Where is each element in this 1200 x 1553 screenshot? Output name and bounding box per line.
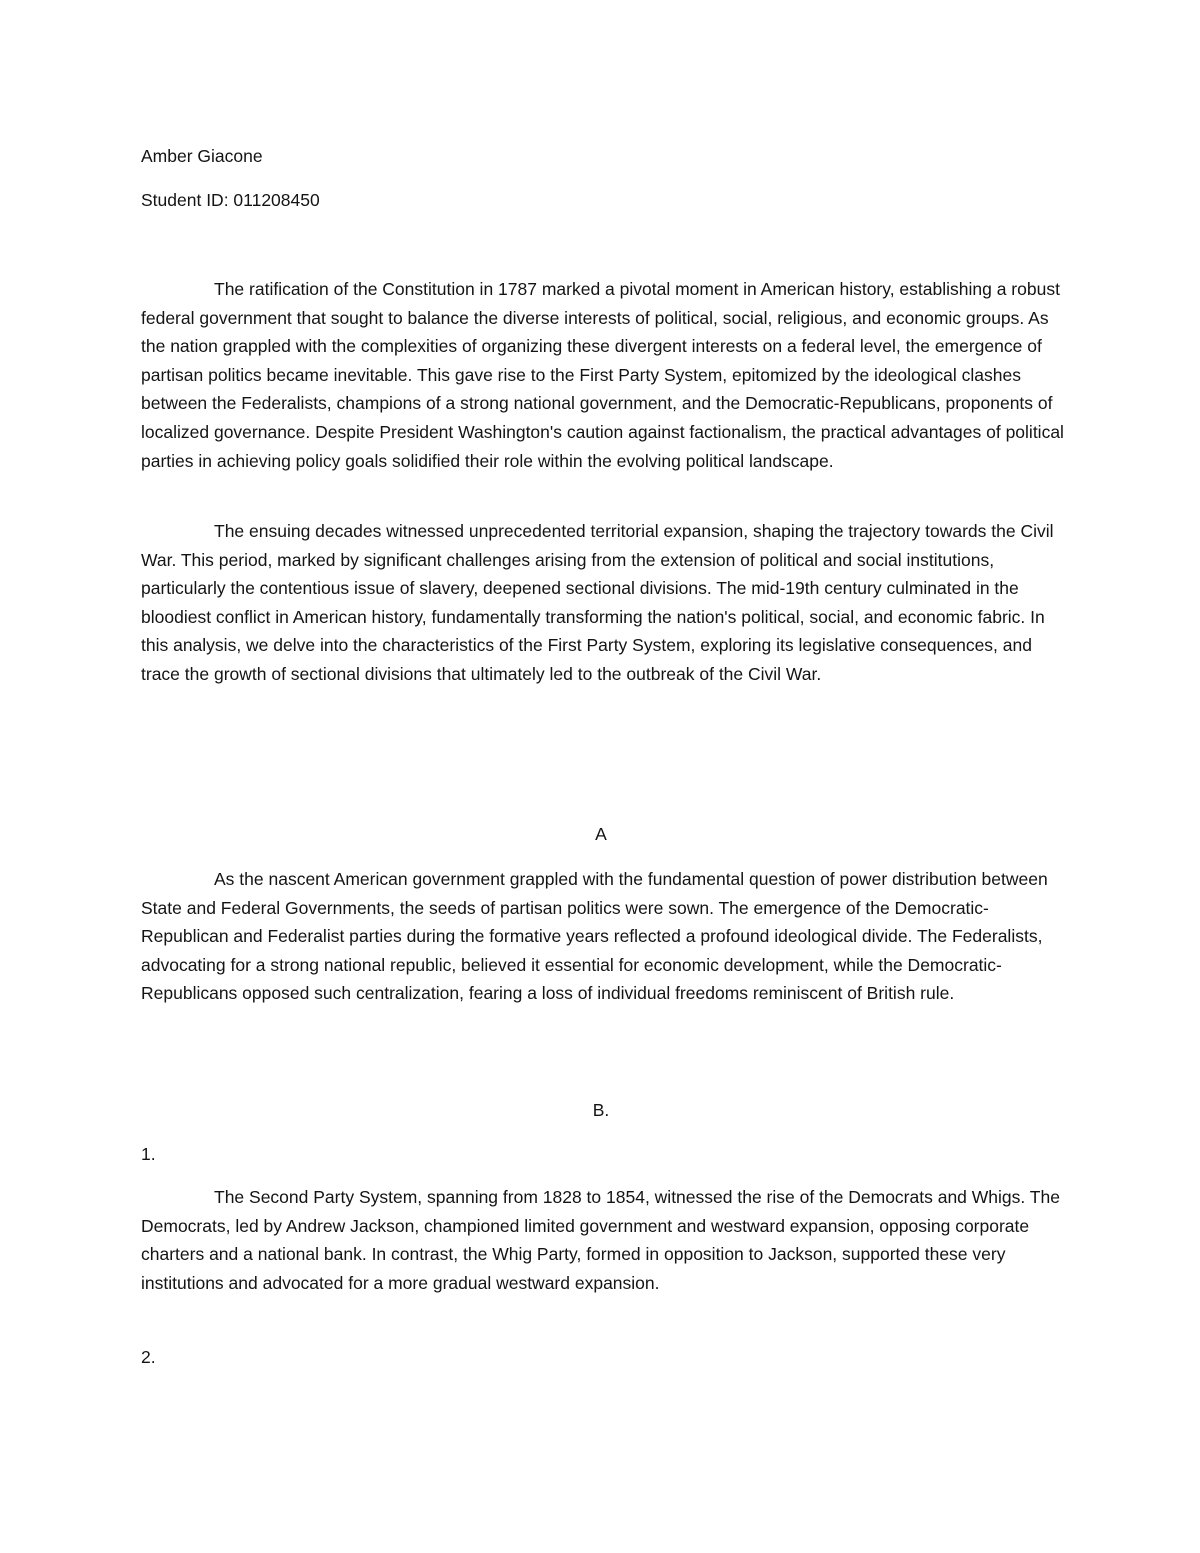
section-b-item-1-paragraph: The Second Party System, spanning from 1828 to 1854, witnessed the rise of the Democrats and Whigs. The Democrats, led by Andrew Jackson, championed limited government and westward expansion, opposing corporate charters and a national bank. In contrast, the Whig Party, formed in opposition to Jackson, supported these very institutions and advocated for a more gradual westward expansion. [141, 1187, 1060, 1293]
section-b-item-2-label: 2. [141, 1347, 156, 1367]
student-id: Student ID: 011208450 [141, 190, 320, 210]
section-b-item-1-label: 1. [141, 1144, 156, 1164]
section-b-heading: B. [592, 1100, 610, 1120]
section-a-heading: A [595, 824, 607, 844]
author-name: Amber Giacone [141, 146, 263, 166]
intro-paragraph-2: The ensuing decades witnessed unprecedented territorial expansion, shaping the trajectory towards the Civil War. This period, marked by significant challenges arising from the extension of political and social institutions, particularly the contentious issue of slavery, deepened sectional divisions. The mid-19th century culminated in the bloodiest conflict in American history, fundamentally transforming the nation's political, social, and economic fabric. In this analysis, we delve into the characteristics of the First Party System, exploring its legislative consequences, and trace the growth of sectional divisions that ultimately led to the outbreak of the Civil War. [141, 521, 1054, 684]
intro-paragraph-1: The ratification of the Constitution in 1787 marked a pivotal moment in American history, establishing a robust federal government that sought to balance the diverse interests of political, social, religious, and economic groups. As the nation grappled with the complexities of organizing these divergent interests on a federal level, the emergence of partisan politics became inevitable. This gave rise to the First Party System, epitomized by the ideological clashes between the Federalists, champions of a strong national government, and the Democratic-Republicans, proponents of localized governance. Despite President Washington's caution against factionalism, the practical advantages of political parties in achieving policy goals solidified their role within the evolving political landscape. [141, 279, 1064, 471]
section-a-paragraph: As the nascent American government grappled with the fundamental question of power distribution between State and Federal Governments, the seeds of partisan politics were sown. The emergence of the Democratic-Republican and Federalist parties during the formative years reflected a profound ideological divide. The Federalists, advocating for a strong national republic, believed it essential for economic development, while the Democratic-Republicans opposed such centralization, fearing a loss of individual freedoms reminiscent of British rule. [141, 869, 1048, 1004]
